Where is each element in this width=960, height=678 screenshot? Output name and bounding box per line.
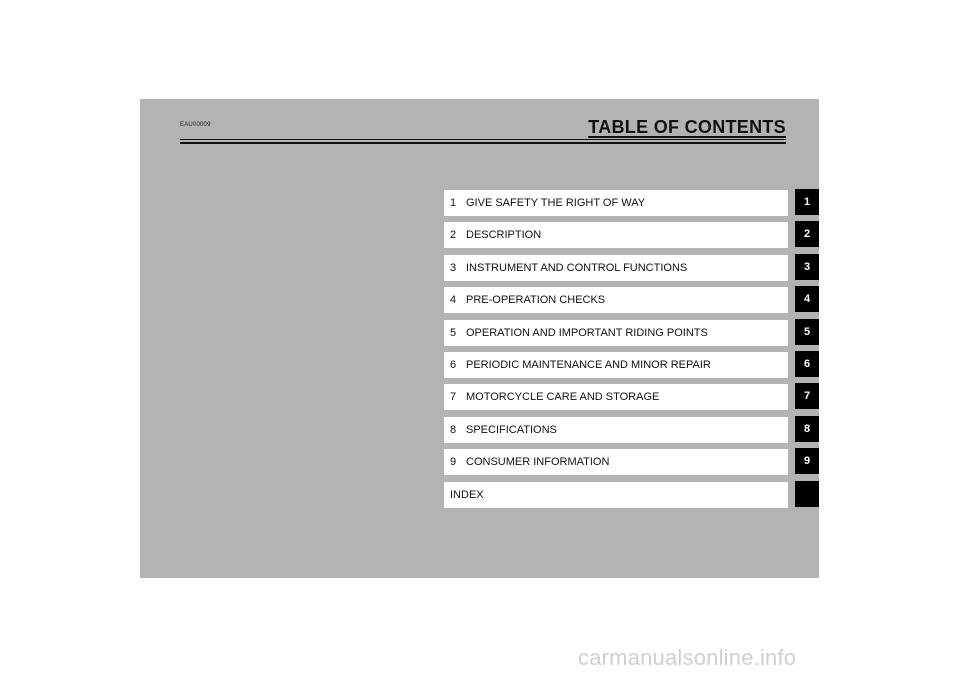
toc-item-number: 8 (450, 423, 457, 436)
toc-item-index[interactable] (444, 482, 788, 508)
chapter-tab-6[interactable]: 6 (795, 351, 819, 377)
toc-list (444, 190, 788, 514)
toc-item-label: INSTRUMENT AND CONTROL FUNCTIONS (466, 261, 688, 274)
toc-item-label: OPERATION AND IMPORTANT RIDING POINTS (466, 326, 708, 339)
chapter-tab-index[interactable] (795, 481, 819, 507)
toc-item-3[interactable] (444, 255, 788, 281)
toc-item-number: 1 (450, 197, 457, 209)
manual-page (140, 99, 819, 578)
toc-item-2[interactable] (444, 222, 788, 248)
page-title: TABLE OF CONTENTS (588, 117, 786, 137)
toc-item-label: INDEX (450, 488, 484, 501)
chapter-tab-8[interactable]: 8 (795, 416, 819, 442)
header-rule-thick (180, 142, 786, 144)
chapter-tab-2[interactable]: 2 (795, 221, 819, 247)
toc-item-label: MOTORCYCLE CARE AND STORAGE (466, 391, 660, 404)
toc-item-1[interactable] (444, 190, 788, 216)
toc-item-number: 7 (450, 391, 457, 404)
chapter-tab-1[interactable]: 1 (795, 189, 819, 215)
chapter-tab-9[interactable]: 9 (795, 448, 819, 474)
chapter-tab-5[interactable]: 5 (795, 319, 819, 345)
toc-item-9[interactable] (444, 449, 788, 475)
document-code: EAU00009 (180, 122, 211, 128)
toc-item-label: PRE-OPERATION CHECKS (466, 294, 606, 307)
toc-item-7[interactable] (444, 384, 788, 410)
toc-item-label: DESCRIPTION (466, 229, 542, 242)
chapter-tab-3[interactable]: 3 (795, 254, 819, 280)
toc-item-number: 4 (450, 294, 457, 307)
toc-item-label: CONSUMER INFORMATION (466, 456, 610, 469)
toc-item-number: 6 (450, 358, 457, 371)
toc-item-6[interactable] (444, 352, 788, 378)
watermark-text: carmanualsonline.info (578, 645, 797, 670)
toc-item-label: SPECIFICATIONS (466, 423, 557, 436)
toc-item-8[interactable] (444, 417, 788, 443)
chapter-tabs (795, 189, 819, 513)
toc-item-number: 9 (450, 456, 457, 469)
header-rule-thin (180, 139, 786, 140)
chapter-tab-4[interactable]: 4 (795, 286, 819, 312)
chapter-tab-7[interactable]: 7 (795, 383, 819, 409)
toc-item-number: 2 (450, 229, 457, 242)
toc-item-4[interactable] (444, 287, 788, 313)
toc-item-label: PERIODIC MAINTENANCE AND MINOR REPAIR (466, 358, 711, 371)
toc-item-label: GIVE SAFETY THE RIGHT OF WAY (466, 197, 646, 209)
toc-item-number: 3 (450, 261, 457, 274)
toc-item-number: 5 (450, 326, 457, 339)
toc-item-5[interactable] (444, 320, 788, 346)
